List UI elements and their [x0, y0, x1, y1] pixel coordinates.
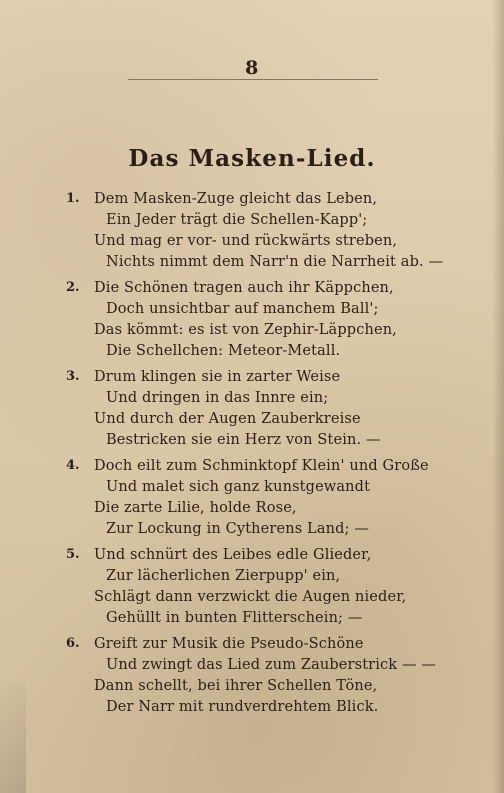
verse-line: Die Schönen tragen auch ihr Käppchen, — [94, 280, 394, 296]
poem-title: Das Masken-Lied. — [128, 145, 376, 172]
verse-line: Die Schellchen: Meteor-Metall. — [106, 343, 341, 359]
verse-line: Doch eilt zum Schminktopf Klein' und Große — [94, 458, 429, 474]
page-edge-shadow — [492, 0, 504, 793]
verse-line: Dann schellt, bei ihrer Schellen Töne, — [94, 678, 378, 694]
stanza-number: 2. — [66, 280, 80, 295]
verse-line: Nichts nimmt dem Narr'n die Narrheit ab. — — [106, 254, 444, 270]
verse-line: Die zarte Lilie, holde Rose, — [94, 500, 297, 516]
verse-line: Das kömmt: es ist von Zephir-Läppchen, — [94, 322, 397, 338]
verse-line: Und durch der Augen Zauberkreise — [94, 411, 361, 427]
stanza-number: 1. — [66, 191, 80, 206]
verse-line: Bestricken sie ein Herz von Stein. — — [106, 432, 381, 448]
verse-line: Der Narr mit rundverdrehtem Blick. — [106, 699, 379, 715]
verse-line: Und malet sich ganz kunstgewandt — [106, 479, 371, 495]
verse-line: Drum klingen sie in zarter Weise — [94, 369, 341, 385]
header-rule — [128, 79, 378, 80]
verse-line: Dem Masken-Zuge gleicht das Leben, — [94, 191, 378, 207]
verse-line: Ein Jeder trägt die Schellen-Kapp'; — [106, 212, 368, 228]
stanza-number: 5. — [66, 547, 80, 562]
verse-line: Zur lächerlichen Zierpupp' ein, — [106, 568, 341, 584]
stanza-number: 6. — [66, 636, 80, 651]
verse-line: Doch unsichtbar auf manchem Ball'; — [106, 301, 379, 317]
verse-line: Zur Lockung in Cytherens Land; — — [106, 521, 369, 537]
page-number: 8 — [245, 57, 259, 79]
verse-line: Und zwingt das Lied zum Zauberstrick — — — [106, 657, 437, 673]
verse-line: Schlägt dann verzwickt die Augen nieder, — [94, 589, 407, 605]
verse-line: Gehüllt in bunten Flitterschein; — — [106, 610, 363, 626]
verse-line: Und mag er vor- und rückwärts streben, — [94, 233, 398, 249]
stanza-number: 3. — [66, 369, 80, 384]
verse-line: Greift zur Musik die Pseudo-Schöne — [94, 636, 364, 652]
stanza-number: 4. — [66, 458, 80, 473]
verse-line: Und schnürt des Leibes edle Glieder, — [94, 547, 372, 563]
page-corner-shadow — [0, 683, 26, 793]
verse-line: Und dringen in das Innre ein; — [106, 390, 329, 406]
